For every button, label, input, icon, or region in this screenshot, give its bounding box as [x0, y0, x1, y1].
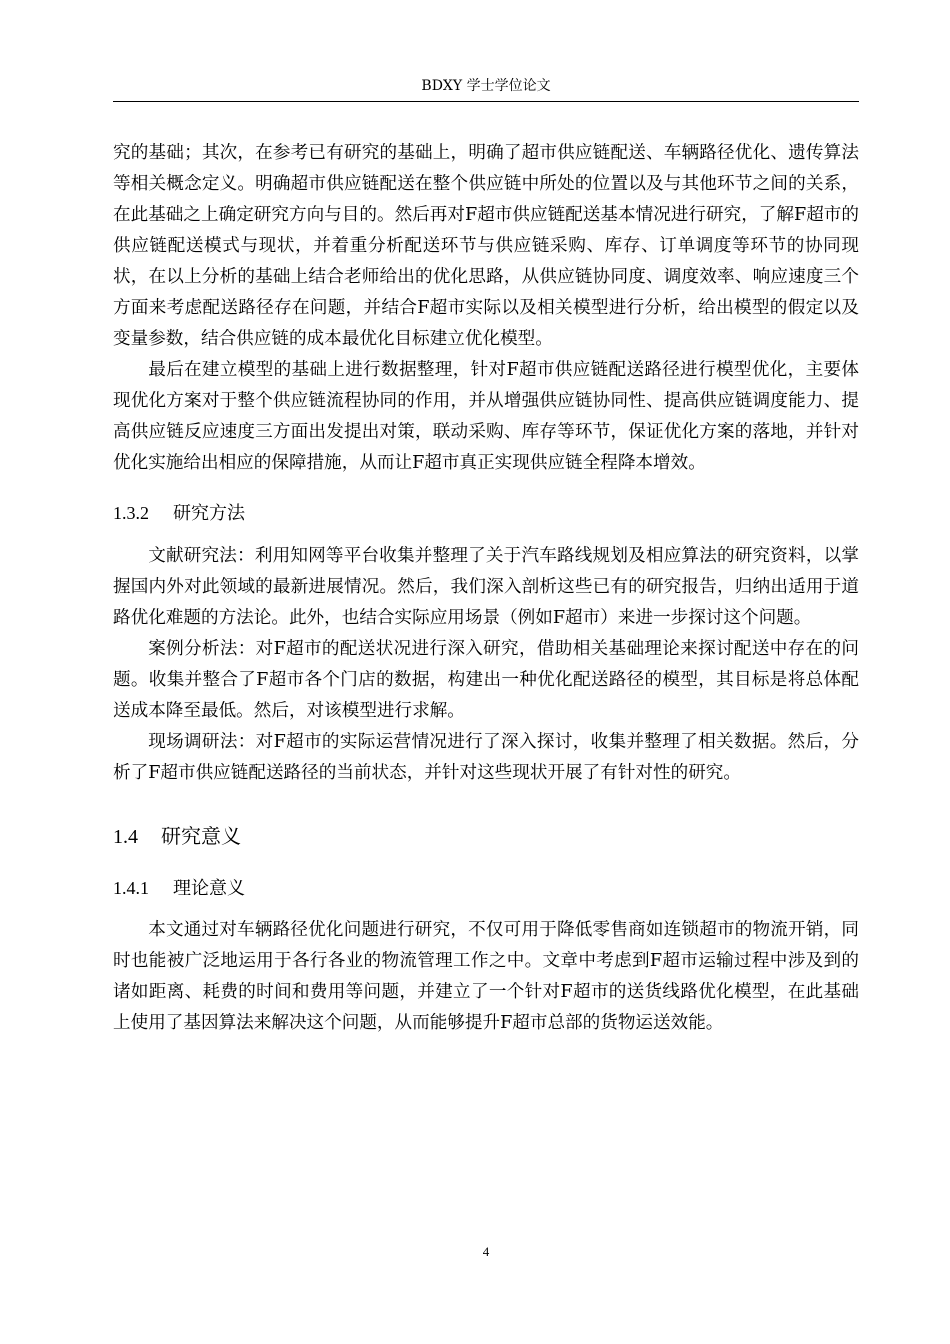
section-heading-1-4	[113, 821, 859, 852]
paragraph-model-optimization: 最后在建立模型的基础上进行数据整理，针对F超市供应链配送路径进行模型优化，主要体现优化方案对于整个供应链流程协同的作用，并从增强供应链协同性、提高供应链调度能力、提高供应链反应速度三方面出发提出对策，联动采购、库存等环节，保证优化方案的落地，并针对优化实施给出相应的保障措施，从而让F超市真正实现供应链全程降本增效。	[113, 360, 859, 473]
section-number: 1.3.2	[113, 503, 149, 523]
paragraph-case-method: 案例分析法：对F超市的配送状况进行深入研究，借助相关基础理论来探讨配送中存在的问题。收集并整合了F超市各个门店的数据，构建出一种优化配送路径的模型，其目标是将总体配送成本降至最低。然后，对该模型进行求解。	[113, 639, 859, 721]
page-number: 4	[482, 1244, 490, 1259]
page-body	[113, 138, 859, 1039]
section-title: 研究方法	[173, 503, 245, 524]
section-heading-1-3-2	[113, 499, 859, 528]
section-number: 1.4.1	[113, 878, 149, 898]
running-header: BDXY 学士学位论文	[421, 78, 551, 94]
section-title: 研究意义	[161, 824, 241, 848]
paragraph-literature-method: 文献研究法：利用知网等平台收集并整理了关于汽车路线规划及相应算法的研究资料，以掌握国内外对此领域的最新进展情况。然后，我们深入剖析这些已有的研究报告，归纳出适用于道路优化难题的方法论。此外，也结合实际应用场景（例如F超市）来进一步探讨这个问题。	[113, 546, 859, 628]
paragraph-theoretical-significance: 本文通过对车辆路径优化问题进行研究，不仅可用于降低零售商如连锁超市的物流开销，同时也能被广泛地运用于各行各业的物流管理工作之中。文章中考虑到F超市运输过程中涉及到的诸如距离、耗费的时间和费用等问题，并建立了一个针对F超市的送货线路优化模型，在此基础上使用了基因算法来解决这个问题，从而能够提升F超市总部的货物运送效能。	[113, 920, 859, 1033]
section-heading-1-4-1	[113, 874, 859, 903]
paragraph-field-method: 现场调研法：对F超市的实际运营情况进行了深入探讨，收集并整理了相关数据。然后，分析了F超市供应链配送路径的当前状态，并针对这些现状开展了有针对性的研究。	[113, 732, 859, 783]
section-number: 1.4	[113, 826, 138, 848]
section-title: 理论意义	[173, 878, 245, 899]
paragraph-research-content: 究的基础；其次，在参考已有研究的基础上，明确了超市供应链配送、车辆路径优化、遗传算法等相关概念定义。明确超市供应链配送在整个供应链中所处的位置以及与其他环节之间的关系，在此基础之上确定研究方向与目的。然后再对F超市供应链配送基本情况进行研究，了解F超市的供应链配送模式与现状，并着重分析配送环节与供应链采购、库存、订单调度等环节的协同现状，在以上分析的基础上结合老师给出的优化思路，从供应链协同度、调度效率、响应速度三个方面来考虑配送路径存在问题，并结合F超市实际以及相关模型进行分析，给出模型的假定以及变量参数，结合供应链的成本最优化目标建立优化模型。	[113, 143, 859, 349]
header-rule	[113, 101, 859, 102]
